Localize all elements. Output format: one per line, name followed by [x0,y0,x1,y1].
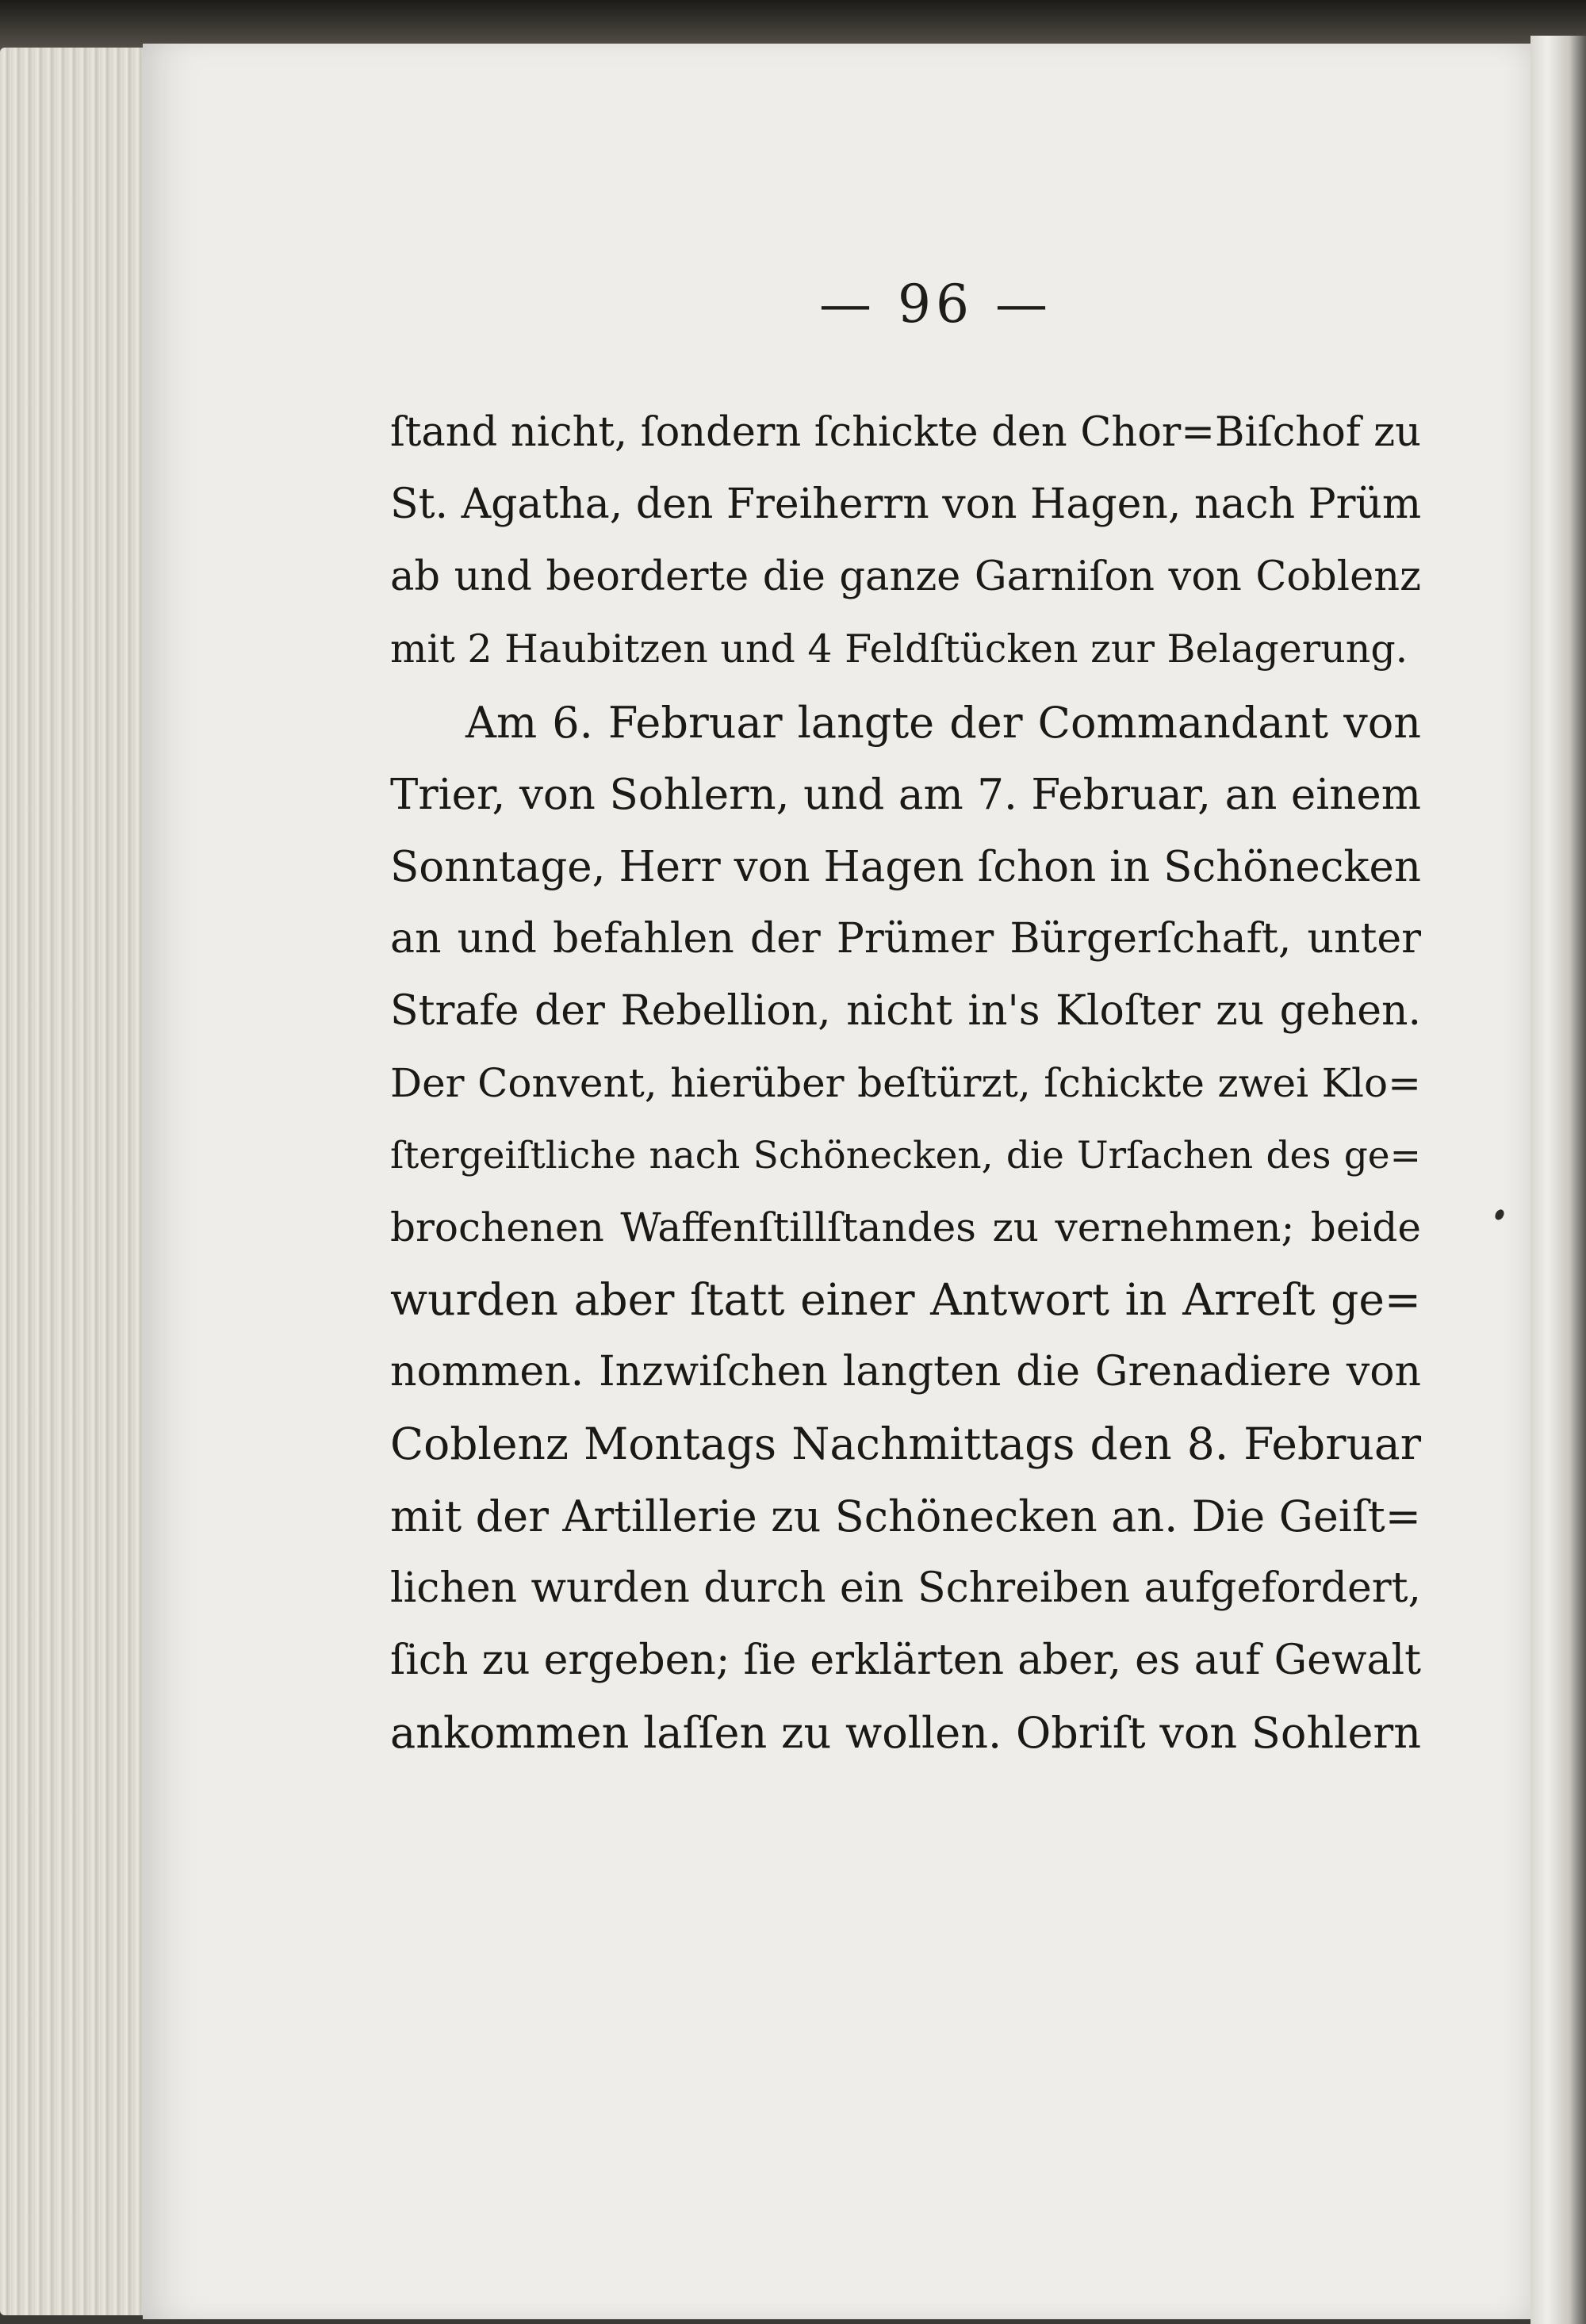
text-line: wurden aber ſtatt einer Antwort in Arreſt ge= [390,1274,1421,1325]
page-number: — 96 — [819,274,1052,335]
text-line: Trier, von Sohlern, und am 7. Februar, an einem [390,771,1421,819]
text-line: ſich zu ergeben; ſie erklärten aber, es auf Gewalt [390,1637,1421,1684]
text-line: ankommen laſſen zu wollen. Obriſt von Sohlern [390,1708,1421,1758]
text-line: ab und beorderte die ganze Garniſon von Coblenz [390,553,1421,600]
text-line: Strafe der Rebellion, nicht in's Kloſter zu gehen. [390,987,1421,1035]
text-line: Der Convent, hierüber beſtürzt, ſchickte zwei Klo= [390,1060,1421,1106]
text-line: Sonntage, Herr von Hagen ſchon in Schönecken [390,843,1421,891]
page-stack-edge [0,48,159,2315]
text-line: Coblenz Montags Nachmittags den 8. Februar [390,1419,1421,1469]
text-line: ſtergeiſtliche nach Schönecken, die Urſachen des ge= [390,1134,1421,1177]
text-line: ſtand nicht, ſondern ſchickte den Chor=Biſchof zu [390,409,1421,456]
text-line: an und befahlen der Prümer Bürgerſchaft, unter [390,915,1421,963]
text-line: nommen. Inzwiſchen langten die Grenadiere von [390,1348,1421,1396]
body-text [390,396,1421,1769]
text-line: brochenen Waffenſtillſtandes zu vernehmen; beide [390,1204,1421,1250]
text-line: mit 2 Haubitzen und 4 Feldſtücken zur Belagerung. [390,626,1408,672]
text-line: Am 6. Februar langte der Commandant von [465,698,1421,748]
text-line: lichen wurden durch ein Schreiben aufgefordert, [390,1564,1421,1612]
text-line: St. Agatha, den Freiherrn von Hagen, nach Prüm [390,480,1422,528]
facing-page-edge [1530,36,1586,2324]
text-line: mit der Artillerie zu Schönecken an. Die Geiſt= [390,1491,1421,1541]
